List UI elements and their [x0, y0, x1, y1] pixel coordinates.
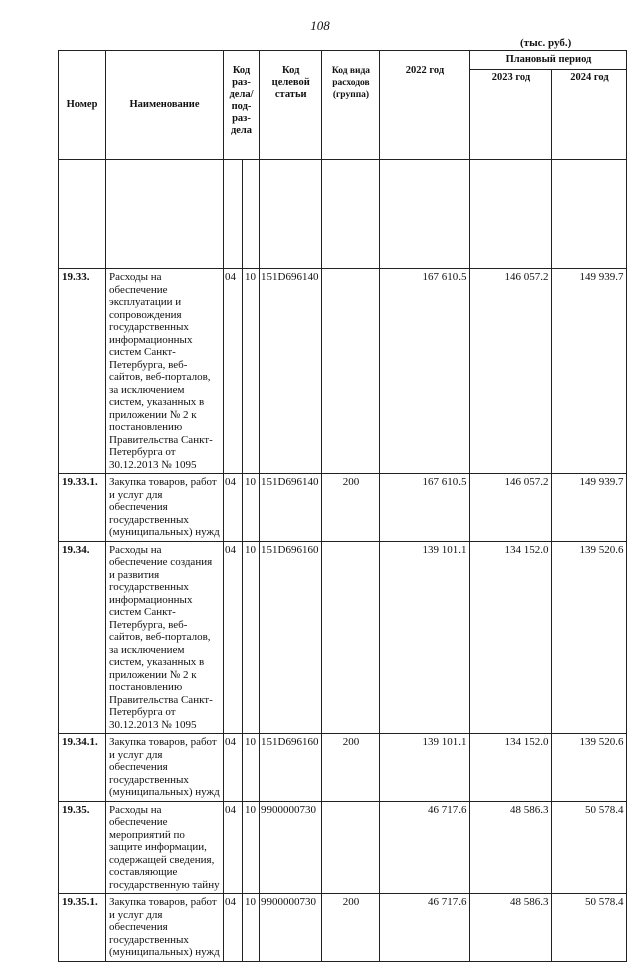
- header-name: Наименование: [106, 51, 224, 160]
- table-row: [59, 734, 627, 802]
- row-expense-type: [322, 801, 380, 894]
- row-2022: 139 101.1: [380, 541, 470, 734]
- row-2022: 139 101.1: [380, 734, 470, 802]
- row-2024: 50 578.4: [552, 801, 627, 894]
- row-2024: 139 520.6: [552, 734, 627, 802]
- row-section: 04: [224, 269, 243, 474]
- row-section: 04: [224, 474, 243, 542]
- row-2022: 46 717.6: [380, 894, 470, 962]
- row-number: 19.34.1.: [59, 734, 106, 802]
- row-subsection: 10: [243, 801, 260, 894]
- row-target: 9900000730: [260, 894, 322, 962]
- table-row: [59, 541, 627, 734]
- row-target: 151D696140: [260, 474, 322, 542]
- row-number: 19.34.: [59, 541, 106, 734]
- row-name: Закупка товаров, работ и услуг для обеспечения государственных (муниципальных) нужд: [106, 474, 224, 542]
- row-2023: 48 586.3: [470, 894, 552, 962]
- table-row: [59, 269, 627, 474]
- row-name: Расходы на обеспечение эксплуатации и сопровождения государственных информационных систем Санкт-Петербурга, веб-сайтов, веб-порталов, за исключением систем, указанных в приложении № 2 к постановлению Правительства Санкт-Петербурга от 30.12.2013 № 1095: [106, 269, 224, 474]
- row-expense-type: [322, 541, 380, 734]
- row-section: 04: [224, 734, 243, 802]
- row-2024: 149 939.7: [552, 269, 627, 474]
- row-2023: 146 057.2: [470, 474, 552, 542]
- row-2023: 134 152.0: [470, 734, 552, 802]
- row-number: 19.35.: [59, 801, 106, 894]
- header-expense-type: Код вида расходов (группа): [322, 51, 380, 160]
- row-expense-type: [322, 269, 380, 474]
- table-row: [59, 474, 627, 542]
- row-2022: 167 610.5: [380, 269, 470, 474]
- header-2024: 2024 год: [552, 70, 627, 160]
- header-row: [59, 51, 627, 70]
- row-subsection: 10: [243, 541, 260, 734]
- row-subsection: 10: [243, 894, 260, 962]
- budget-table: [58, 50, 627, 962]
- row-2024: 50 578.4: [552, 894, 627, 962]
- row-target: 151D696160: [260, 734, 322, 802]
- row-section: 04: [224, 894, 243, 962]
- header-target-code: Код целевой статьи: [260, 51, 322, 160]
- row-2023: 146 057.2: [470, 269, 552, 474]
- row-subsection: 10: [243, 474, 260, 542]
- row-number: 19.33.1.: [59, 474, 106, 542]
- table-row: [59, 894, 627, 962]
- row-name: Закупка товаров, работ и услуг для обеспечения государственных (муниципальных) нужд: [106, 734, 224, 802]
- row-subsection: 10: [243, 734, 260, 802]
- row-2023: 48 586.3: [470, 801, 552, 894]
- header-2023: 2023 год: [470, 70, 552, 160]
- page-number: 108: [310, 18, 330, 33]
- row-target: 151D696160: [260, 541, 322, 734]
- header-number: Номер: [59, 51, 106, 160]
- row-2024: 139 520.6: [552, 541, 627, 734]
- row-subsection: 10: [243, 269, 260, 474]
- row-name: Расходы на обеспечение мероприятий по защите информации, содержащей сведения, составляющие государственную тайну: [106, 801, 224, 894]
- row-expense-type: 200: [322, 894, 380, 962]
- row-section: 04: [224, 541, 243, 734]
- row-expense-type: 200: [322, 474, 380, 542]
- row-2024: 149 939.7: [552, 474, 627, 542]
- row-2022: 46 717.6: [380, 801, 470, 894]
- row-target: 9900000730: [260, 801, 322, 894]
- header-2022: 2022 год: [380, 51, 470, 160]
- row-expense-type: 200: [322, 734, 380, 802]
- units-label: (тыс. руб.): [520, 37, 572, 49]
- table-row: [59, 801, 627, 894]
- row-name: Закупка товаров, работ и услуг для обеспечения государственных (муниципальных) нужд: [106, 894, 224, 962]
- row-2023: 134 152.0: [470, 541, 552, 734]
- spacer-row: [59, 160, 627, 269]
- row-section: 04: [224, 801, 243, 894]
- row-number: 19.33.: [59, 269, 106, 474]
- row-number: 19.35.1.: [59, 894, 106, 962]
- row-name: Расходы на обеспечение создания и развития государственных информационных систем Санкт-Петербурга, веб-сайтов, веб-порталов, за исключением систем, указанных в приложении № 2 к постановлению Правительства Санкт-Петербурга от 30.12.2013 № 1095: [106, 541, 224, 734]
- row-2022: 167 610.5: [380, 474, 470, 542]
- header-section-code: Код раз-дела/ под-раз-дела: [224, 51, 260, 160]
- row-target: 151D696140: [260, 269, 322, 474]
- header-plan-period: Плановый период: [470, 51, 627, 70]
